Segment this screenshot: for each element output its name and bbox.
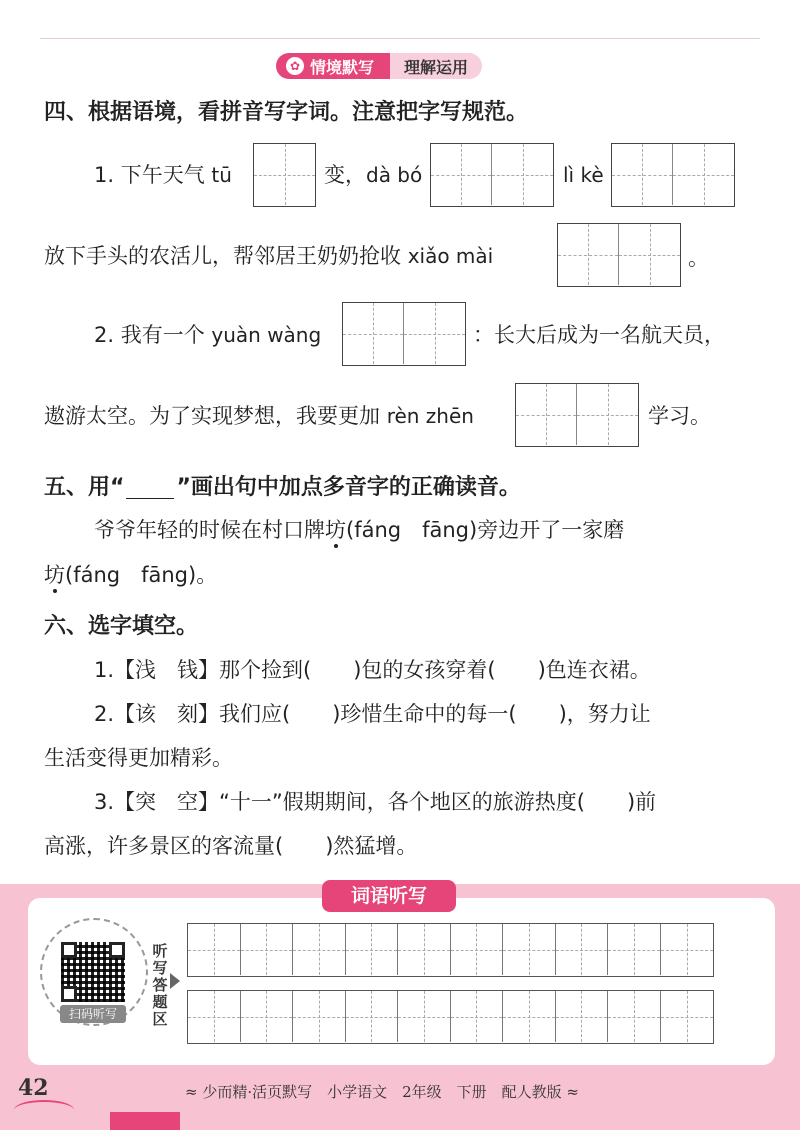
answer-grid-q1-3[interactable] — [611, 143, 735, 207]
q1-mid: 变，dà bó — [324, 163, 423, 187]
section6-q2-a: 2.【该 刻】我们应( )珍惜生命中的每一( )，努力让 — [94, 702, 651, 726]
q1-pinyin-4: xiǎo mài — [407, 244, 494, 268]
q2-line2: 遨游太空。为了实现梦想，我要更加 rèn zhēn — [44, 404, 474, 428]
page-wave-decoration — [14, 1100, 74, 1120]
qr-label: 扫码听写 — [60, 1005, 126, 1023]
underline-sample — [126, 477, 174, 499]
answer-grid-q1-4[interactable] — [557, 223, 681, 287]
section6-q3-b: 高涨，许多景区的客流量( )然猛增。 — [44, 834, 418, 858]
q1-pinyin-1: tū — [211, 163, 232, 187]
answer-grid-q1-2[interactable] — [430, 143, 554, 207]
q2-mid: ：长大后成为一名航天员， — [473, 323, 725, 347]
dictation-title: 词语听写 — [322, 880, 456, 912]
dictation-grid-row-1[interactable] — [187, 923, 714, 977]
q2-prefix: 2. 我有一个 yuàn wàng — [94, 323, 322, 347]
section4-heading: 四、根据语境，看拼音写字词。注意把字写规范。 — [44, 100, 529, 125]
q2-pinyin-1: yuàn wàng — [211, 323, 322, 347]
section6-heading: 六、选字填空。 — [44, 614, 199, 639]
tab-sub: 理解运用 — [390, 53, 482, 79]
dotted-char-1: 坊 — [325, 518, 346, 542]
section5-line1: 爷爷年轻的时候在村口牌坊(fáng fāng)旁边开了一家磨 — [94, 518, 625, 542]
section6-q2-b: 生活变得更加精彩。 — [44, 746, 233, 770]
q1-line2: 放下手头的农活儿，帮邻居王奶奶抢收 xiǎo mài — [44, 244, 494, 268]
arrow-right-icon — [170, 973, 180, 989]
q1-end: 。 — [688, 246, 709, 270]
answer-area-label: 听写答题区 — [152, 942, 168, 1028]
answer-grid-q1-1[interactable] — [253, 143, 316, 207]
q1-pinyin-2: dà bó — [366, 163, 423, 187]
q1-prefix: 1. 下午天气 tū — [94, 163, 232, 187]
top-rule — [40, 38, 760, 39]
answer-grid-q2-2[interactable] — [515, 383, 639, 447]
section-tab — [276, 53, 482, 79]
q2-pinyin-2: rèn zhēn — [386, 404, 474, 428]
dotted-char-2: 坊 — [44, 563, 65, 587]
tab-main — [276, 53, 390, 79]
qr-corner — [61, 986, 77, 1002]
qr-corner — [61, 942, 77, 958]
section6-q1: 1.【浅 钱】那个捡到( )包的女孩穿着( )色连衣裙。 — [94, 658, 651, 682]
section5-line2: 坊(fáng fāng)。 — [44, 563, 218, 587]
tab-main-label: 情境默写 — [310, 57, 375, 77]
q1-pinyin-3: lì kè — [563, 163, 604, 187]
paw-icon: ✿ — [286, 57, 304, 75]
answer-grid-q2-1[interactable] — [342, 302, 466, 366]
qr-corner — [109, 942, 125, 958]
section5-heading: 五、用“ ”画出句中加点多音字的正确读音。 — [44, 475, 521, 500]
section6-q3-a: 3.【突 空】“十一”假期期间，各个地区的旅游热度( )前 — [94, 790, 657, 814]
dictation-grid-row-2[interactable] — [187, 990, 714, 1044]
bottom-decoration — [110, 1112, 180, 1130]
footer-book-info: ≈ 少而精·活页默写 小学语文 2年级 下册 配人教版 ≈ — [185, 1083, 579, 1101]
page-number: 42 — [18, 1075, 49, 1101]
q2-end: 学习。 — [648, 404, 711, 428]
